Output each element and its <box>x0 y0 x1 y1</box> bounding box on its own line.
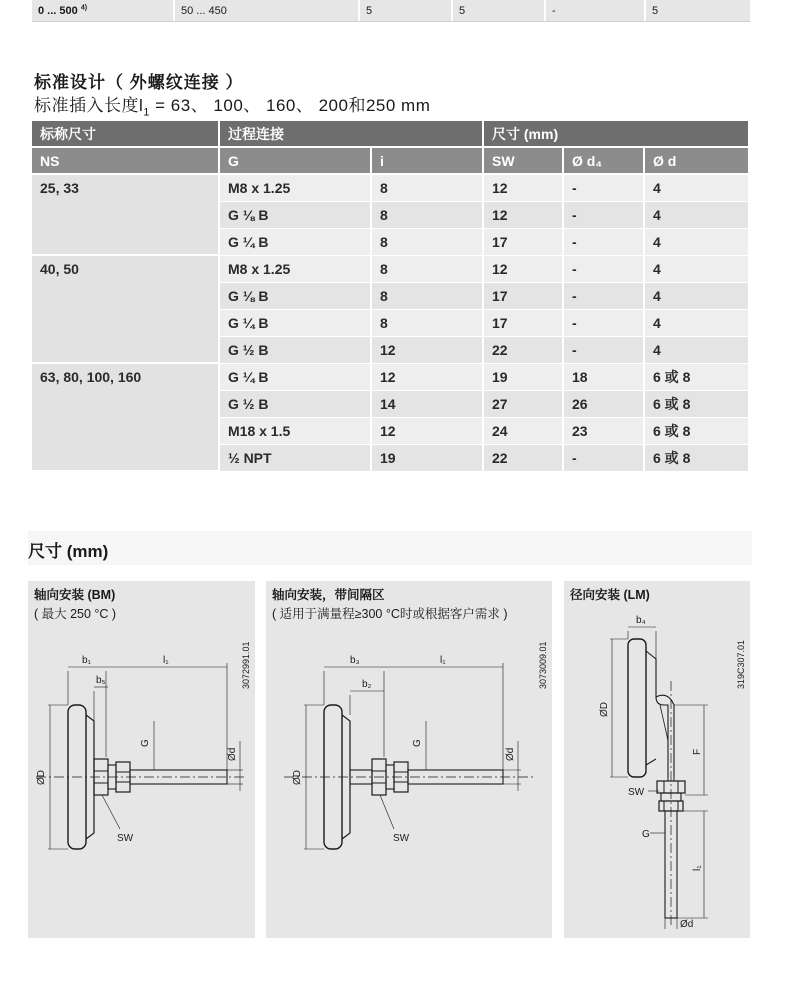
col-header-d4: Ø d₄ <box>564 148 645 175</box>
table-cell: G ½ B <box>220 337 372 364</box>
table-cell: 6 或 8 <box>645 418 750 445</box>
table-cell: ½ NPT <box>220 445 372 472</box>
table-cell: 17 <box>484 310 564 337</box>
table-cell: 12 <box>484 202 564 229</box>
table-cell: 4 <box>645 310 750 337</box>
col-header-ns: NS <box>32 148 220 175</box>
drawing-code: 319C307.01 <box>736 639 746 689</box>
table-cell: - <box>564 283 645 310</box>
dim-label-sw: SW <box>393 833 410 844</box>
col-header-d: Ø d <box>645 148 750 175</box>
standard-design-subtitle: 标准插入长度$l_1 = 63$、 100、 160、 200和250 mm <box>34 96 431 119</box>
dim-label-l1: l₁ <box>163 655 169 666</box>
drawing-code: 3073009.01 <box>538 641 548 689</box>
dim-label-D: ØD <box>36 770 47 785</box>
table-cell: 8 <box>372 283 484 310</box>
table-cell: 24 <box>484 418 564 445</box>
table-cell: 4 <box>645 283 750 310</box>
panel-subtitle: ( 最大 250 °C ) <box>34 607 117 621</box>
table-cell: 8 <box>372 256 484 283</box>
table-cell: 22 <box>484 445 564 472</box>
table-cell: - <box>564 445 645 472</box>
table-cell: G ⅛ B <box>220 283 372 310</box>
group-header-process: 过程连接 <box>220 121 484 148</box>
dim-label-d: Ød <box>680 919 694 930</box>
dimensions-title: 尺寸 (mm) <box>28 542 109 561</box>
ns-cell: 40, 50 <box>32 256 220 364</box>
table-cell: 4 <box>645 229 750 256</box>
table-cell: 12 <box>484 256 564 283</box>
dim-label-b2: b₂ <box>362 679 372 690</box>
dim-label-g: G <box>412 739 423 747</box>
table-cell: 19 <box>372 445 484 472</box>
ns-cell: 25, 33 <box>32 175 220 256</box>
col-header-sw: SW <box>484 148 564 175</box>
panel-axial-bm <box>28 581 255 938</box>
cell-6: 5 <box>646 0 750 21</box>
dim-label-sw: SW <box>117 833 134 844</box>
panel-title: 轴向安装，带间隔区 <box>272 588 385 602</box>
table-cell: 4 <box>645 202 750 229</box>
table-cell: 6 或 8 <box>645 364 750 391</box>
dimensions-band <box>28 531 752 565</box>
group-header-dimensions: 尺寸 (mm) <box>484 121 750 148</box>
table-cell: - <box>564 310 645 337</box>
table-cell: 19 <box>484 364 564 391</box>
dim-label-g: G <box>140 739 151 747</box>
dim-label-D: ØD <box>292 770 303 785</box>
table-cell: 6 或 8 <box>645 445 750 472</box>
dim-label-b1: b₁ <box>82 655 91 666</box>
table-cell: - <box>564 229 645 256</box>
table-cell: G ⅛ B <box>220 202 372 229</box>
table-cell: M8 x 1.25 <box>220 256 372 283</box>
cell-5: - <box>546 0 646 21</box>
ns-cell: 63, 80, 100, 160 <box>32 364 220 472</box>
panel-title: 径向安装 (LM) <box>570 588 650 602</box>
table-cell: M18 x 1.5 <box>220 418 372 445</box>
table-cell: 23 <box>564 418 645 445</box>
panel-subtitle: ( 适用于满量程≥300 °C时或根据客户需求 ) <box>272 607 508 621</box>
table-cell: G ¼ B <box>220 364 372 391</box>
table-cell: 17 <box>484 229 564 256</box>
group-header-ns: 标称尺寸 <box>32 121 220 148</box>
table-cell: - <box>564 256 645 283</box>
table-cell: 4 <box>645 175 750 202</box>
table-cell: 14 <box>372 391 484 418</box>
table-cell: 8 <box>372 229 484 256</box>
table-cell: 26 <box>564 391 645 418</box>
table-cell: 12 <box>372 418 484 445</box>
dim-label-d: Ød <box>505 747 516 761</box>
table-cell: 12 <box>372 364 484 391</box>
previous-table-last-row <box>32 0 750 22</box>
dim-label-g: G <box>642 829 650 840</box>
table-cell: 22 <box>484 337 564 364</box>
table-cell: - <box>564 202 645 229</box>
table-cell: G ¼ B <box>220 229 372 256</box>
dim-label-b4: b₄ <box>636 615 646 626</box>
col-header-g: G <box>220 148 372 175</box>
table-cell: 12 <box>484 175 564 202</box>
standard-design-title: 标准设计（ 外螺纹连接 ） <box>34 73 244 92</box>
axial-bm-drawing <box>28 581 255 938</box>
table-cell: 27 <box>484 391 564 418</box>
col-header-i: i <box>372 148 484 175</box>
table-cell: 6 或 8 <box>645 391 750 418</box>
table-cell: 8 <box>372 175 484 202</box>
cell-4: 5 <box>453 0 546 21</box>
table-cell: 8 <box>372 310 484 337</box>
panel-title: 轴向安装 (BM) <box>34 588 116 602</box>
dim-label-sw: SW <box>628 787 645 798</box>
table-cell: 17 <box>484 283 564 310</box>
panel-radial-lm <box>564 581 750 938</box>
table-cell: M8 x 1.25 <box>220 175 372 202</box>
dim-label-b3: b₃ <box>350 655 360 666</box>
dim-label-b5: b₅ <box>96 675 106 686</box>
range-cell: 0 ... 500 $^{4)}$ <box>32 0 175 21</box>
table-cell: G ¼ B <box>220 310 372 337</box>
table-cell: 4 <box>645 256 750 283</box>
panel-axial-spacer <box>266 581 552 938</box>
table-cell: 8 <box>372 202 484 229</box>
dim-label-d: Ød <box>227 747 238 761</box>
dim-label-D: ØD <box>599 702 610 717</box>
table-cell: 12 <box>372 337 484 364</box>
dimension-table <box>32 121 750 472</box>
axial-spacer-drawing <box>266 581 552 938</box>
table-cell: - <box>564 175 645 202</box>
cell-2: 50 ... 450 <box>175 0 360 21</box>
radial-lm-drawing <box>564 581 750 938</box>
cell-3: 5 <box>360 0 453 21</box>
dim-label-l1: l₁ <box>692 865 703 871</box>
dim-label-f: F <box>692 748 703 755</box>
table-cell: 18 <box>564 364 645 391</box>
dim-label-l1: l₁ <box>440 655 446 666</box>
table-cell: G ½ B <box>220 391 372 418</box>
table-cell: - <box>564 337 645 364</box>
drawing-code: 3072991.01 <box>241 641 251 689</box>
table-cell: 4 <box>645 337 750 364</box>
